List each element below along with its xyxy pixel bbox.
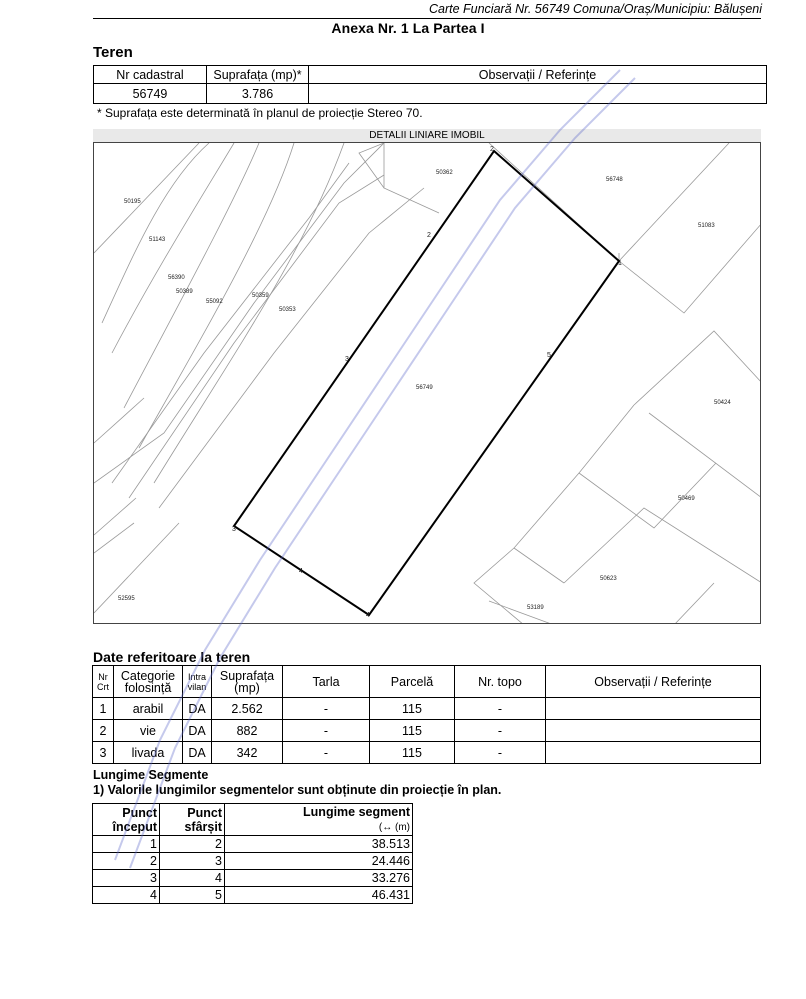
neighbor-label: 51143 [149,237,166,243]
table-row: 3 livada DA 342 - 115 - [93,742,761,764]
header-rule [93,18,761,19]
point-label: 5 [547,352,551,359]
date-referitoare-table [92,665,761,764]
table-row: 2 3 24.446 [93,853,413,870]
table-row: 4 5 46.431 [93,887,413,904]
point-label: 2 [490,146,494,153]
segment-length-table [92,803,413,904]
neighbor-parcel-lines [94,143,761,624]
point-label: 4 [366,612,370,619]
header-categorie: Categorie folosință [114,666,183,698]
cadastral-map [93,142,761,624]
neighbor-label: 50424 [714,400,731,406]
header-nr-topo: Nr. topo [455,666,546,698]
parcel-main-label: 56749 [416,385,433,391]
header-observatii: Observații / Referințe [309,66,767,84]
neighbor-label: 50469 [678,496,695,502]
table-row: 2 vie DA 882 - 115 - [93,720,761,742]
teren-table [93,65,767,104]
neighbor-label: 51083 [698,223,715,229]
neighbor-label: 55092 [206,299,223,305]
header-parcela: Parcelă [370,666,455,698]
lungime-title: Lungime Segmente [93,768,209,782]
table-row: 1 2 38.513 [93,836,413,853]
header-observatii: Observații / Referințe [546,666,761,698]
neighbor-label: 50362 [436,170,453,176]
neighbor-label: 50359 [252,293,269,299]
date-section-title: Date referitoare la teren [93,649,251,665]
surface-footnote: * Suprafața este determinată în planul de proiecție Stereo 70. [97,106,423,120]
header-intravilan: Intra vilan [183,666,212,698]
header-punct-inceput: Punct început [93,804,160,836]
cell-suprafata: 3.786 [207,84,309,104]
map-labels [118,146,731,619]
neighbor-label: 50389 [176,289,193,295]
header-nr-crt: Nr Crt [93,666,114,698]
header-nr-cadastral: Nr cadastral [94,66,207,84]
neighbor-label: 52595 [118,596,135,602]
cell-nr-cadastral: 56749 [94,84,207,104]
cell-observatii [309,84,767,104]
teren-header-row [94,66,767,84]
table-row: 1 arabil DA 2.562 - 115 - [93,698,761,720]
date-header-row [93,666,761,698]
header-punct-sfarsit: Punct sfârșit [160,804,225,836]
neighbor-label: 53189 [527,605,544,611]
lungime-subtitle: 1) Valorile lungimilor segmentelor sunt obținute din proiecție în plan. [93,783,502,797]
segment-header-row [93,804,413,836]
point-label: 1 [618,260,622,267]
teren-section-title: Teren [93,44,133,61]
teren-data-row [94,84,767,104]
segment-label: 4 [299,568,303,575]
segment-label: 3 [345,356,349,363]
neighbor-label: 50353 [279,307,296,313]
map-caption: DETALII LINIARE IMOBIL [93,129,761,142]
annex-title: Anexa Nr. 1 La Partea I [331,20,485,36]
point-label: 3 [232,526,236,533]
parcel-56749-boundary [234,151,619,615]
neighbor-label: 50623 [600,576,617,582]
document-header: Carte Funciară Nr. 56749 Comuna/Oraș/Municipiu: Bălușeni [428,2,762,16]
segment-label: 2 [427,232,431,239]
table-row: 3 4 33.276 [93,870,413,887]
map-drawing [94,143,761,624]
header-suprafata: Suprafața (mp) [212,666,283,698]
header-tarla: Tarla [283,666,370,698]
header-lungime-segment: Lungime segment (↔ (m) [225,804,413,836]
neighbor-label: 56748 [606,177,623,183]
header-suprafata: Suprafața (mp)* [207,66,309,84]
neighbor-label: 50195 [124,199,141,205]
neighbor-label: 56390 [168,275,185,281]
